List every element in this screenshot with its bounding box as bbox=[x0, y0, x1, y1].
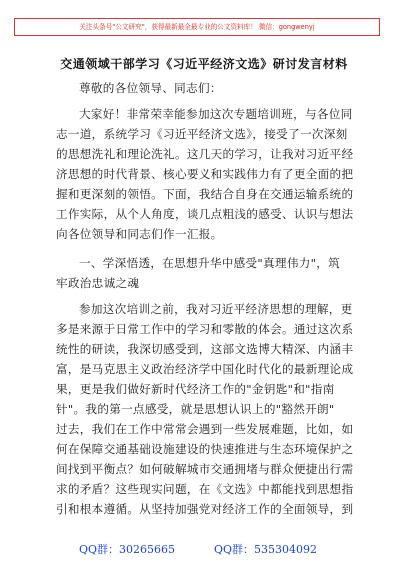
body-line: 统性的研读，我深切感受到，这部文选博大精深、内涵丰 bbox=[56, 342, 354, 356]
body-line: 志一道，系统学习《习近平经济文选》，接受了一次深刻 bbox=[56, 127, 348, 141]
body-line: 多是来源于日常工作中的学习和零散的体会。通过这次系 bbox=[56, 322, 354, 336]
body-line: 针"。我的第一点感受，就是思想认识上的"豁然开朗" bbox=[56, 402, 335, 416]
body-line: 向各位领导和同志们作一汇报。 bbox=[56, 227, 223, 241]
footer-qq-group-right: QQ群：535304092 bbox=[214, 543, 318, 556]
body-line: 间找到平衡点？如何破解城市交通拥堵与群众便捷出行需 bbox=[56, 462, 354, 476]
body-line: 果，更是我们做好新时代经济工作的"金钥匙"和"指南 bbox=[56, 382, 335, 396]
promo-banner: 关注头条号"公文研究"，获得最新最全最专业的公文资料库！ 微信：gongwenyj bbox=[14, 18, 380, 36]
body-line: 参加这次培训之前，我对习近平经济思想的理解，更 bbox=[79, 302, 353, 316]
body-line: 何在保障交通基础设施建设的快速推进与生态环境保护之 bbox=[56, 442, 354, 456]
body-line: 济思想的时代背景、核心要义和实践伟力有了更全面的把 bbox=[56, 167, 354, 181]
body-line: 引和根本遵循。从坚持加强党对经济工作的全面领导，到 bbox=[56, 502, 354, 516]
body-line: 求的矛盾？这些现实问题，在《文选》中都能找到思想指 bbox=[56, 482, 354, 496]
body-line: 过去，我们在工作中常常会遇到一些发展难题，比如，如 bbox=[56, 422, 354, 436]
salutation-line: 尊敬的各位领导、同志们： bbox=[79, 81, 222, 95]
document-title: 交通领域干部学习《习近平经济文选》研讨发言材料 bbox=[60, 57, 348, 71]
body-line: 工作实际，从个人角度，谈几点粗浅的感受、认识与想法 bbox=[56, 207, 354, 221]
body-line: 大家好！非常荣幸能参加这次专题培训班，与各位同 bbox=[79, 107, 353, 121]
section-heading-line: 一、学深悟透，在思想升华中感受"真理伟力"，筑 bbox=[79, 256, 341, 270]
body-line: 富，是马克思主义政治经济学中国化时代化的最新理论成 bbox=[56, 362, 354, 376]
section-heading-line: 牢政治忠诚之魂 bbox=[56, 276, 140, 290]
body-line: 握和更深刻的领悟。下面，我结合自身在交通运输系统的 bbox=[56, 187, 354, 201]
footer-qq-group-left: QQ群：30265665 bbox=[79, 543, 176, 556]
body-line: 的思想洗礼和理论洗礼。这几天的学习，让我对习近平经 bbox=[56, 147, 354, 161]
